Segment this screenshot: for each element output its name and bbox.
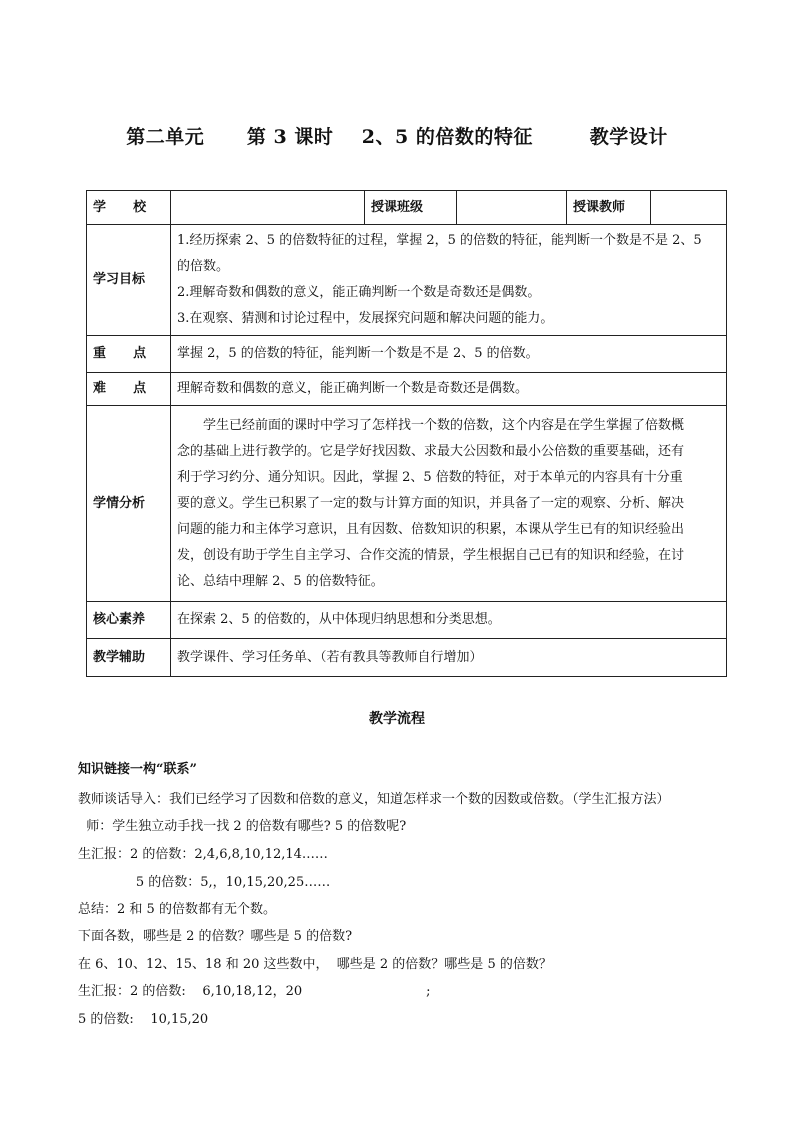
- teaching-aids-row: [87, 639, 727, 677]
- flow-line: 生汇报：2 的倍数：2,4,6,8,10,12,14……: [78, 847, 328, 862]
- flow-line: 5 的倍数：5,，10,15,20,25……: [78, 875, 331, 890]
- flow-line: 师：学生独立动手找一找 2 的倍数有哪些? 5 的倍数呢?: [78, 819, 407, 834]
- goals-row: [87, 225, 727, 336]
- teacher-label: 授课教师: [567, 191, 651, 225]
- school-label: 学 校: [87, 191, 171, 225]
- goals-line: 1.经历探索 2、5 的倍数特征的过程，掌握 2，5 的倍数的特征，能判断一个数是不是 2、5: [177, 233, 702, 248]
- analysis-content: [171, 406, 727, 602]
- school-value[interactable]: [171, 191, 365, 225]
- goals-line: 2.理解奇数和偶数的意义，能正确判断一个数是奇数还是偶数。: [177, 285, 541, 300]
- analysis-row: [87, 406, 727, 602]
- key-point-row: [87, 336, 727, 373]
- core-literacy-row: [87, 602, 727, 639]
- flow-line: 5 的倍数: 10,15,20: [78, 1012, 209, 1027]
- analysis-line: 论、总结中理解 2、5 的倍数特征。: [177, 573, 384, 589]
- analysis-line: 利于学习约分、通分知识。因此，掌握 2、5 倍数的特征，对于本单元的内容具有十分重: [177, 469, 683, 485]
- difficult-point-text: 理解奇数和偶数的意义，能正确判断一个数是奇数还是偶数。: [171, 373, 727, 406]
- flow-line: 生汇报：2 的倍数: 6,10,18,12，20 ;: [78, 984, 431, 999]
- class-label: 授课班级: [365, 191, 457, 225]
- lesson-info-table: [86, 190, 727, 677]
- class-value[interactable]: [457, 191, 567, 225]
- goals-line: 3.在观察、猜测和讨论过程中，发展探究问题和解决问题的能力。: [177, 311, 554, 326]
- flow-heading: 知识链接一构“联系”: [78, 762, 197, 777]
- header-row: [87, 191, 727, 225]
- analysis-line: 问题的能力和主体学习意识，且有因数、倍数知识的积累，本课从学生已有的知识经验出: [177, 521, 685, 537]
- difficult-point-label: 难 点: [87, 373, 171, 406]
- analysis-line: 发，创设有助于学生自主学习、合作交流的情景，学生根据自己已有的知识和经验，在讨: [177, 547, 685, 563]
- goals-line: 的倍数。: [177, 259, 230, 274]
- goals-label: 学习目标: [87, 225, 171, 336]
- flow-title: 教学流程: [369, 711, 425, 727]
- key-point-label: 重 点: [87, 336, 171, 373]
- core-literacy-text: 在探索 2、5 的倍数的，从中体现归纳思想和分类思想。: [171, 602, 727, 639]
- flow-line: 教师谈话导入：我们已经学习了因数和倍数的意义，知道怎样求一个数的因数或倍数。（学生汇报方法）: [78, 792, 670, 807]
- goals-content: [171, 225, 727, 336]
- document-title: 第二单元 第 3 课时 2、5 的倍数的特征 教学设计: [126, 126, 668, 148]
- flow-line: 在 6、10、12、15、18 和 20 这些数中， 哪些是 2 的倍数？哪些是 5 的倍数？: [78, 957, 552, 972]
- teaching-aids-text: 教学课件、学习任务单、（若有教具等教师自行增加）: [171, 639, 727, 677]
- analysis-line: 要的意义。学生已积累了一定的数与计算方面的知识，并具备了一定的观察、分析、解决: [177, 495, 685, 511]
- analysis-line: 念的基础上进行教学的。它是学好找因数、求最大公因数和最小公倍数的重要基础，还有: [177, 443, 685, 459]
- key-point-text: 掌握 2，5 的倍数的特征，能判断一个数是不是 2、5 的倍数。: [171, 336, 727, 373]
- analysis-label: 学情分析: [87, 406, 171, 602]
- difficult-point-row: [87, 373, 727, 406]
- flow-line: 总结：2 和 5 的倍数都有无个数。: [78, 902, 276, 917]
- teacher-value[interactable]: [651, 191, 727, 225]
- flow-line: 下面各数，哪些是 2 的倍数？哪些是 5 的倍数?: [78, 929, 353, 944]
- core-literacy-label: 核心素养: [87, 602, 171, 639]
- analysis-line: 学生已经前面的课时中学习了怎样找一个数的倍数，这个内容是在学生掌握了倍数概: [203, 417, 685, 433]
- teaching-aids-label: 教学辅助: [87, 639, 171, 677]
